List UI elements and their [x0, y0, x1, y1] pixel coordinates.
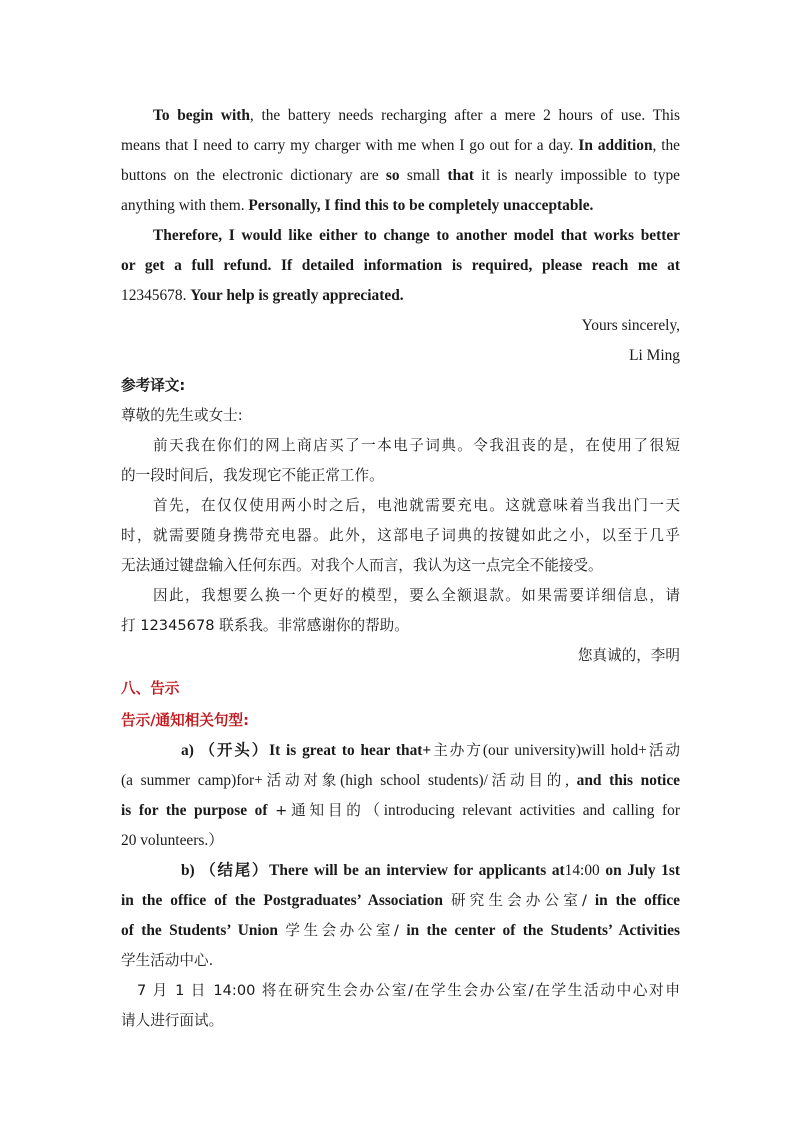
text-line: 打 12345678 联系我。非常感谢你的帮助。 — [121, 617, 409, 634]
text-line: Therefore, I would like either to change to another model that works better — [153, 227, 680, 244]
text-line: 因此，我想要么换一个更好的模型，要么全额退款。如果需要详细信息，请 — [153, 587, 680, 604]
text-line: b) （结尾）There will be an interview for applicants at14:00 on July 1st — [181, 862, 680, 879]
translation-paragraph-2 — [121, 491, 680, 581]
interview-note — [121, 976, 680, 1036]
text-line: (a summer camp)for+活动对象(high school students)/活动目的, and this notice — [121, 772, 680, 789]
text-line: 时，就需要随身携带充电器。此外，这部电子词典的按键如此之小，以至于几乎 — [121, 527, 680, 544]
text-line: 首先，在仅仅使用两小时之后，电池就需要充电。这就意味着当我出门一天 — [153, 497, 680, 514]
text-line: 无法通过键盘输入任何东西。对我个人而言，我认为这一点完全不能接受。 — [121, 557, 603, 574]
pattern-a — [121, 736, 680, 856]
text-line: of the Students’ Union 学生会办公室/ in the center of the Students’ Activities — [121, 922, 680, 939]
document-page — [121, 101, 680, 1036]
text-line: is for the purpose of +通知目的（introducing relevant activities and calling for — [121, 802, 680, 819]
translation-salutation: 尊敬的先生或女士: — [121, 407, 243, 424]
letter-signature: Li Ming — [629, 347, 680, 364]
text-line: a) （开头）It is great to hear that+主办方(our university)will hold+活动 — [181, 742, 680, 759]
text-line: anything with them. Personally, I find this to be completely unacceptable. — [121, 197, 594, 214]
text-line: 12345678. Your help is greatly appreciated. — [121, 287, 404, 304]
translation-paragraph-3 — [121, 581, 680, 641]
text-line: in the office of the Postgraduates’ Association 研究生会办公室/ in the office — [121, 892, 681, 909]
text-line: 请人进行面试。 — [121, 1012, 224, 1029]
translation-paragraph-1 — [121, 431, 680, 491]
text-line: 前天我在你们的网上商店买了一本电子词典。令我沮丧的是，在使用了很短 — [153, 437, 680, 454]
pattern-b — [121, 856, 680, 976]
text-line: To begin with, the battery needs recharging after a mere 2 hours of use. This — [153, 107, 680, 124]
text-line: buttons on the electronic dictionary are so small that it is nearly impossible to type — [121, 167, 680, 184]
letter-paragraph-2 — [121, 101, 680, 221]
letter-paragraph-3 — [121, 221, 680, 311]
text-line: or get a full refund. If detailed information is required, please reach me at — [121, 257, 680, 274]
text-line: 20 volunteers.） — [121, 832, 224, 849]
text-line: means that I need to carry my charger with me when I go out for a day. In addition, the — [121, 137, 680, 154]
letter-closing: Yours sincerely, — [581, 317, 680, 334]
translation-label: 参考译文: — [121, 377, 186, 394]
text-line: 学生活动中心. — [121, 952, 214, 969]
translation-closing: 您真诚的，李明 — [577, 647, 680, 664]
text-line: 7 月 1 日 14:00 将在研究生会办公室/在学生会办公室/在学生活动中心对申 — [137, 982, 680, 999]
section-heading: 八、告示 — [121, 680, 180, 697]
section-subheading: 告示/通知相关句型: — [121, 712, 249, 729]
text-line: 的一段时间后，我发现它不能正常工作。 — [121, 467, 384, 484]
